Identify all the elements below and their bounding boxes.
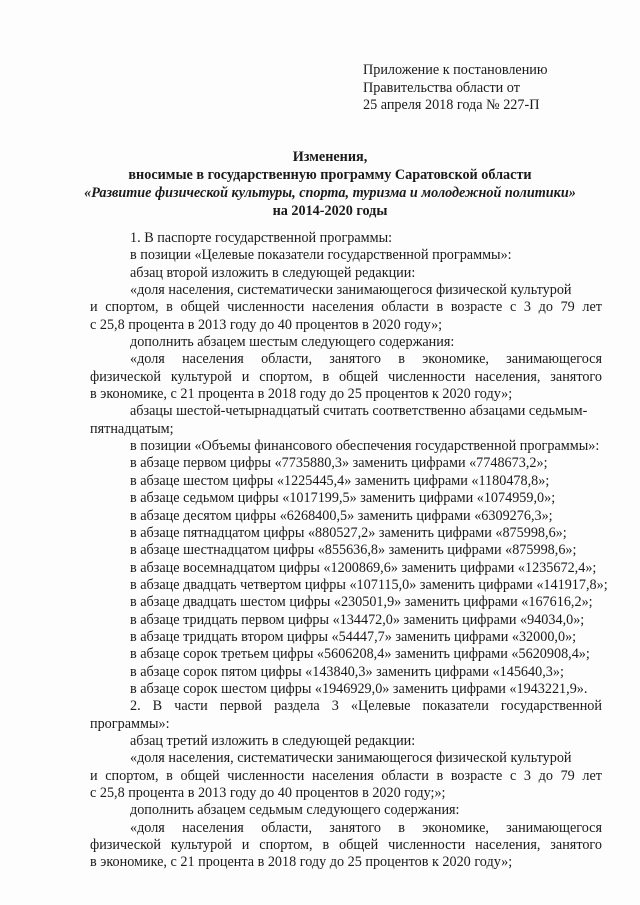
body-line: в экономике, с 21 процента в 2018 году до 25 процентов к 2020 году»;	[90, 386, 513, 403]
body-line: «доля населения, систематически занимающегося физической культурой	[130, 282, 572, 299]
body-line: физической культурой и спортом, в общей численности населения, занятого	[90, 837, 602, 854]
body-line: абзацы шестой-четырнадцатый считать соответственно абзацами седьмым-	[130, 403, 588, 420]
body-line: в абзаце шестом цифры «1225445,4» заменить цифрами «1180478,8»;	[130, 472, 550, 489]
attachment-line-3: 25 апреля 2018 года № 227-П	[363, 97, 540, 113]
body-line: и спортом, в общей численности населения области в возрасте с 3 до 79 лет	[90, 767, 602, 784]
body-line: 1. В паспорте государственной программы:	[130, 230, 393, 246]
body-line: «доля населения области, занятого в экономике, занимающегося	[130, 819, 602, 836]
body-line: с 25,8 процента в 2013 году до 40 процентов в 2020 году;»;	[90, 785, 446, 801]
title-line-4: на 2014-2020 годы	[272, 203, 388, 219]
body-line: пятнадцатым;	[90, 420, 174, 437]
body-line: в абзаце тридцать первом цифры «134472,0» заменить цифрами «94034,0»;	[130, 611, 585, 628]
title-line-3: «Развитие физической культуры, спорта, туризма и молодежной политики»	[84, 185, 576, 201]
document-title	[60, 148, 600, 220]
body-line: в позиции «Объемы финансового обеспечения государственной программы»:	[130, 438, 600, 455]
attachment-note	[363, 62, 603, 115]
body-line: абзац второй изложить в следующей редакции:	[130, 264, 416, 281]
body-line: в абзаце пятнадцатом цифры «880527,2» заменить цифрами «875998,6»;	[130, 524, 567, 541]
body-line: программы»:	[90, 715, 170, 732]
body-line: в абзаце двадцать четвертом цифры «107115,0» заменить цифрами «141917,8»;	[130, 576, 608, 593]
body-line: «доля населения, систематически занимающегося физической культурой	[130, 750, 572, 767]
attachment-line-1: Приложение к постановлению	[363, 62, 548, 78]
body-line: в абзаце сорок шестом цифры «1946929,0» заменить цифрами «1943221,9».	[130, 680, 588, 697]
body-line: в абзаце первом цифры «7735880,3» заменить цифрами «7748673,2»;	[130, 455, 548, 472]
body-line: физической культурой и спортом, в общей численности населения, занятого	[90, 368, 602, 385]
body-line: в абзаце шестнадцатом цифры «855636,8» заменить цифрами «875998,6»;	[130, 542, 577, 559]
document-body	[90, 230, 608, 872]
attachment-line-2: Правительства области от	[363, 79, 520, 96]
body-line: «доля населения области, занятого в экономике, занимающегося	[130, 351, 602, 368]
body-line: в экономике, с 21 процента в 2018 году до 25 процентов к 2020 году»;	[90, 854, 513, 871]
body-line: с 25,8 процента в 2013 году до 40 процентов в 2020 году»;	[90, 316, 443, 333]
body-line: дополнить абзацем шестым следующего содержания:	[130, 334, 455, 351]
title-line-2: вносимые в государственную программу Саратовской области	[128, 167, 532, 183]
body-line: абзац третий изложить в следующей редакции:	[130, 732, 416, 749]
body-line: в позиции «Целевые показатели государственной программы»:	[130, 247, 512, 264]
body-line: в абзаце тридцать втором цифры «54447,7» заменить цифрами «32000,0»;	[130, 628, 577, 645]
body-line: в абзаце восемнадцатом цифры «1200869,6» заменить цифрами «1235672,4»;	[130, 559, 597, 576]
body-line: в абзаце седьмом цифры «1017199,5» заменить цифрами «1074959,0»;	[130, 490, 556, 507]
body-line: в абзаце десятом цифры «6268400,5» заменить цифрами «6309276,3»;	[130, 507, 553, 524]
title-line-1: Изменения,	[292, 149, 368, 165]
body-line: в абзаце сорок пятом цифры «143840,3» заменить цифрами «145640,3»;	[130, 663, 564, 680]
body-line: 2. В части первой раздела 3 «Целевые показатели государственной	[130, 698, 602, 715]
body-line: дополнить абзацем седьмым следующего содержания:	[130, 802, 460, 819]
body-line: и спортом, в общей численности населения области в возрасте с 3 до 79 лет	[90, 299, 602, 316]
body-line: в абзаце двадцать шестом цифры «230501,9» заменить цифрами «167616,2»;	[130, 594, 593, 611]
body-line: в абзаце сорок третьем цифры «5606208,4» заменить цифрами «5620908,4»;	[130, 646, 590, 663]
